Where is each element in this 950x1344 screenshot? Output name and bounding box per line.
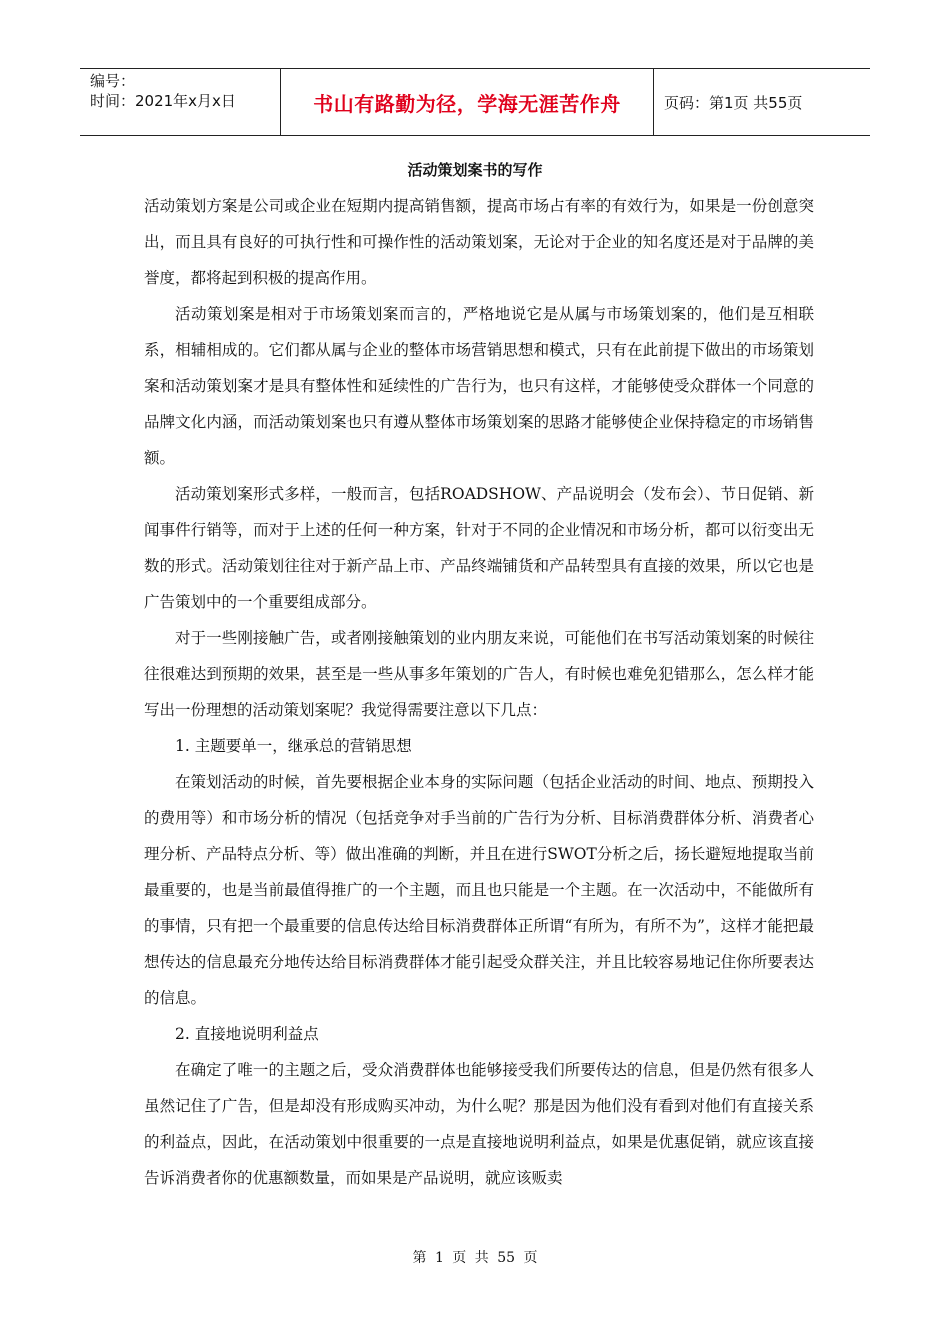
number-label: 编号： [90, 72, 136, 90]
header-motto-cell [280, 69, 654, 135]
paragraph: 对于一些刚接触广告，或者刚接触策划的业内朋友来说，可能他们在书写活动策划案的时候往往很难达到预期的效果，甚至是一些从事多年策划的广告人，有时候也难免犯错那么，怎么样才能写出一份理想的活动策划案呢？我觉得需要注意以下几点： [144, 629, 814, 719]
page-info: 页码：第1页 共55页 [664, 93, 803, 112]
paragraph: 活动策划方案是公司或企业在短期内提高销售额，提高市场占有率的有效行为，如果是一份创意突出，而且具有良好的可执行性和可操作性的活动策划案，无论对于企业的知名度还是对于品牌的美誉度，都将起到积极的提高作用。 [144, 197, 814, 287]
motto-text: 书山有路勤为径，学海无涯苦作舟 [313, 91, 621, 116]
date-label: 时间：2021年x月x日 [90, 92, 236, 110]
paragraph: 活动策划案是相对于市场策划案而言的，严格地说它是从属与市场策划案的，他们是互相联系，相辅相成的。它们都从属与企业的整体市场营销思想和模式，只有在此前提下做出的市场策划案和活动策划案才是具有整体性和延续性的广告行为，也只有这样，才能够使受众群体一个同意的品牌文化内涵，而活动策划案也只有遵从整体市场策划案的思路才能够使企业保持稳定的市场销售额。 [144, 305, 814, 467]
section-heading: 1. 主题要单一，继承总的营销思想 [175, 737, 412, 755]
document-body [144, 188, 814, 1196]
document-title: 活动策划案书的写作 [407, 161, 543, 179]
paragraph: 在策划活动的时候，首先要根据企业本身的实际问题（包括企业活动的时间、地点、预期投入的费用等）和市场分析的情况（包括竞争对手当前的广告行为分析、目标消费群体分析、消费者心理分析、产品特点分析、等）做出准确的判断，并且在进行SWOT分析之后，扬长避短地提取当前最重要的，也是当前最值得推广的一个主题，而且也只能是一个主题。在一次活动中，不能做所有的事情，只有把一个最重要的信息传达给目标消费群体正所谓“有所为，有所不为”，这样才能把最想传达的信息最充分地传达给目标消费群体才能引起受众群关注，并且比较容易地记住你所要表达的信息。 [144, 773, 814, 1007]
paragraph: 活动策划案形式多样，一般而言，包括ROADSHOW、产品说明会（发布会）、节日促销、新闻事件行销等，而对于上述的任何一种方案，针对于不同的企业情况和市场分析，都可以衍变出无数的形式。活动策划往往对于新产品上市、产品终端铺货和产品转型具有直接的效果，所以它也是广告策划中的一个重要组成部分。 [144, 485, 814, 611]
section-heading: 2. 直接地说明利益点 [175, 1025, 319, 1043]
header-meta-cell [80, 69, 280, 135]
header-table [80, 68, 870, 136]
paragraph: 在确定了唯一的主题之后，受众消费群体也能够接受我们所要传达的信息，但是仍然有很多人虽然记住了广告，但是却没有形成购买冲动，为什么呢？那是因为他们没有看到对他们有直接关系的利益点，因此，在活动策划中很重要的一点是直接地说明利益点，如果是优惠促销，就应该直接告诉消费者你的优惠额数量，而如果是产品说明，就应该贩卖 [144, 1061, 814, 1187]
header-page-cell [654, 69, 870, 135]
page-footer: 第 1 页 共 55 页 [412, 1250, 538, 1266]
